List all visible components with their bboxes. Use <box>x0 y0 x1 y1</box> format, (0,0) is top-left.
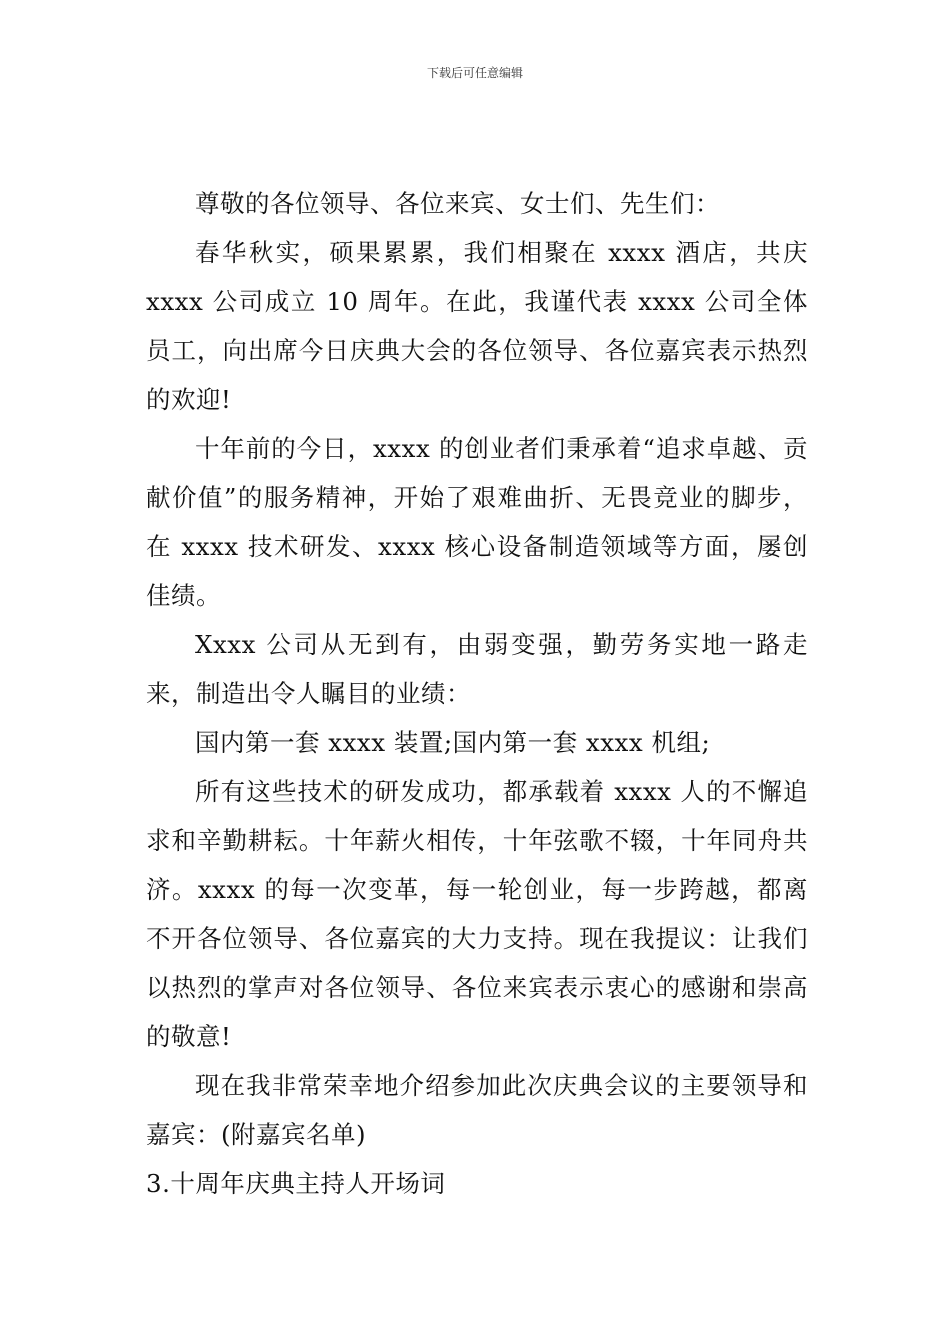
paragraph-guests: 现在我非常荣幸地介绍参加此次庆典会议的主要领导和嘉宾：(附嘉宾名单) <box>146 1071 808 1149</box>
paragraph-achievements: 国内第一套 xxxx 装置;国内第一套 xxxx 机组; <box>195 728 711 757</box>
paragraph-salutation: 尊敬的各位领导、各位来宾、女士们、先生们： <box>195 189 720 218</box>
page-header-note: 下载后可任意编辑 <box>426 66 523 80</box>
paragraph-growth: Xxxx 公司从无到有，由弱变强，勤劳务实地一路走来，制造出令人瞩目的业绩： <box>146 630 808 708</box>
paragraph-thanks: 所有这些技术的研发成功，都承载着 xxxx 人的不懈追求和辛勤耕耘。十年薪火相传，十年弦歌不辍，十年同舟共济。xxxx 的每一次变革，每一轮创业，每一步跨越，都离不开各位领导、各位嘉宾的大力支持。现在我提议：让我们以热烈的掌声对各位领导、各位来宾表示衷心的感谢和崇高的敬意! <box>146 777 808 1051</box>
paragraph-welcome: 春华秋实，硕果累累，我们相聚在 xxxx 酒店，共庆 xxxx 公司成立 10 周年。在此，我谨代表 xxxx 公司全体员工，向出席今日庆典大会的各位领导、各位嘉宾表示热烈的欢迎! <box>146 238 808 414</box>
paragraph-history: 十年前的今日，xxxx 的创业者们秉承着“追求卓越、贡献价值”的服务精神，开始了艰难曲折、无畏竞业的脚步，在 xxxx 技术研发、xxxx 核心设备制造领域等方面，屡创佳绩。 <box>146 434 808 610</box>
document-body <box>146 179 808 1208</box>
section-heading: 3.十周年庆典主持人开场词 <box>146 1169 446 1198</box>
